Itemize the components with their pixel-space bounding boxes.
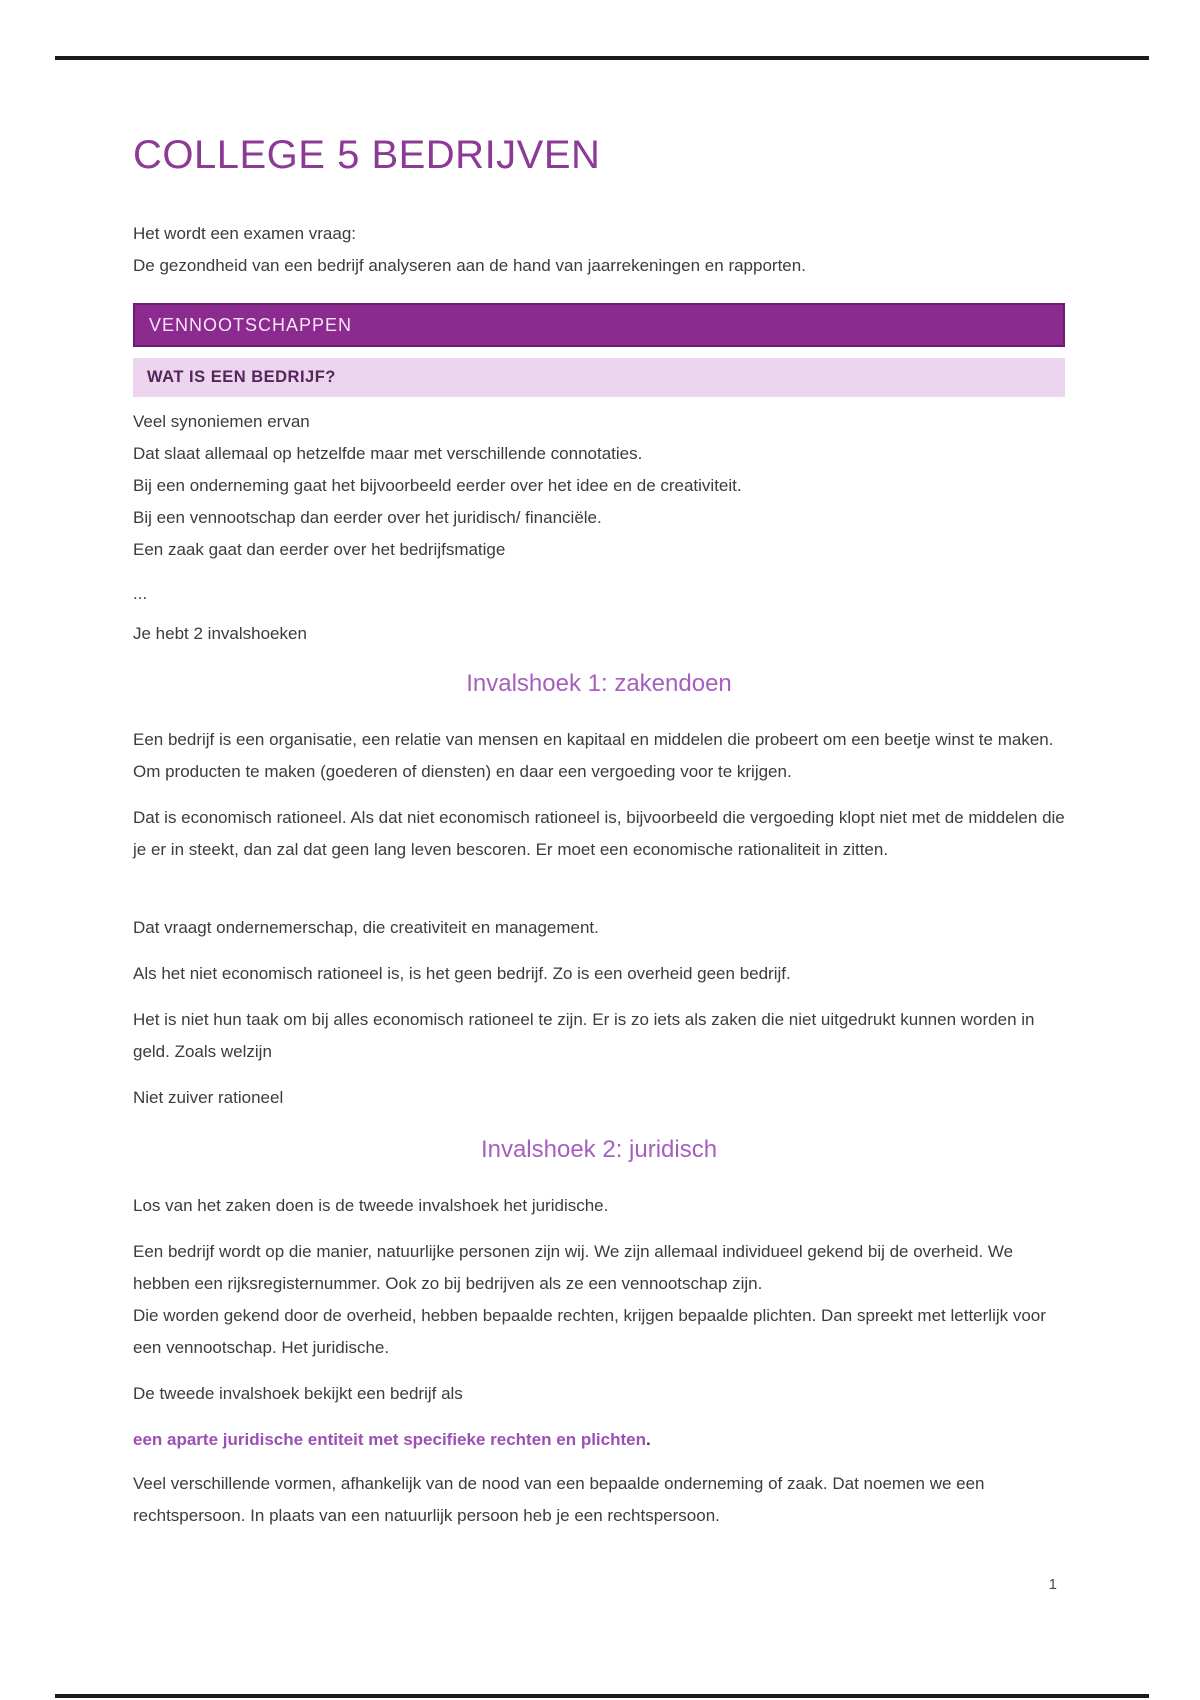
- invalshoek2-paragraph-2a: Een bedrijf wordt op die manier, natuurlijke personen zijn wij. We zijn allemaal individueel gekend bij de overheid. We hebben een rijksregisternummer. Ook zo bij bedrijven als ze een vennootschap zijn.: [133, 1242, 1014, 1293]
- ellipsis-line: ...: [133, 584, 148, 603]
- emphasis-line: [133, 1424, 1065, 1456]
- invalshoek1-paragraph-6: Niet zuiver rationeel: [133, 1088, 284, 1107]
- page-number: 1: [1048, 1576, 1057, 1593]
- invalshoek1-paragraph-3: Dat vraagt ondernemerschap, die creativiteit en management.: [133, 918, 599, 937]
- synonyms-line-1: Veel synoniemen ervan: [133, 412, 310, 431]
- synonyms-line-2: Dat slaat allemaal op hetzelfde maar met verschillende connotaties.: [133, 444, 643, 463]
- section-banner-label: VENNOOTSCHAPPEN: [149, 314, 353, 335]
- invalshoek1-paragraph-2: Dat is economisch rationeel. Als dat niet economisch rationeel is, bijvoorbeeld die vergoeding klopt niet met de middelen die je er in steekt, dan zal dat geen lang leven bescoren. Er moet een economische rationaliteit in zitten.: [133, 808, 1065, 859]
- emphasis-text: een aparte juridische entiteit met specifieke rechten en plichten: [133, 1430, 646, 1449]
- synonyms-line-5: Een zaak gaat dan eerder over het bedrijfsmatige: [133, 540, 506, 559]
- synonyms-line-3: Bij een onderneming gaat het bijvoorbeeld eerder over het idee en de creativiteit.: [133, 476, 742, 495]
- synonyms-paragraph: [133, 406, 1065, 566]
- invalshoek2-paragraph-3: De tweede invalshoek bekijkt een bedrijf als: [133, 1384, 463, 1403]
- page-content: [133, 0, 1065, 1700]
- page-title: COLLEGE 5 BEDRIJVEN: [133, 133, 601, 177]
- invalshoek1-paragraph-1: Een bedrijf is een organisatie, een relatie van mensen en kapitaal en middelen die probeert om een beetje winst te maken. Om producten te maken (goederen of diensten) en daar een vergoeding voor te krijgen.: [133, 730, 1054, 781]
- invalshoek2-paragraph-1: Los van het zaken doen is de tweede invalshoek het juridische.: [133, 1196, 609, 1215]
- intro-line-2: De gezondheid van een bedrijf analyseren aan de hand van jaarrekeningen en rapporten.: [133, 256, 806, 275]
- invalshoek2-paragraph-4: Veel verschillende vormen, afhankelijk van de nood van een bepaalde onderneming of zaak. Dat noemen we een rechtspersoon. In plaats van een natuurlijk persoon heb je een rechtspersoon.: [133, 1474, 985, 1525]
- subsection-banner-wat-is-een-bedrijf: [133, 358, 1065, 397]
- invalshoeken-intro-line: Je hebt 2 invalshoeken: [133, 624, 307, 643]
- intro-line-1: Het wordt een examen vraag:: [133, 224, 357, 243]
- invalshoek1-paragraph-4: Als het niet economisch rationeel is, is het geen bedrijf. Zo is een overheid geen bedrijf.: [133, 964, 791, 983]
- invalshoek2-paragraph-2b: Die worden gekend door de overheid, hebben bepaalde rechten, krijgen bepaalde plichten. Dan spreekt met letterlijk voor een vennootschap. Het juridische.: [133, 1306, 1046, 1357]
- invalshoek1-paragraph-5: Het is niet hun taak om bij alles economisch rationeel te zijn. Er is zo iets als zaken die niet uitgedrukt kunnen worden in geld. Zoals welzijn: [133, 1010, 1035, 1061]
- heading-invalshoek-1: Invalshoek 1: zakendoen: [466, 670, 732, 697]
- section-banner-vennootschappen: [133, 303, 1065, 347]
- emphasis-period: .: [646, 1430, 651, 1449]
- subsection-banner-label: WAT IS EEN BEDRIJF?: [147, 368, 336, 386]
- bottom-rule-divider: [55, 1694, 1149, 1698]
- synonyms-line-4: Bij een vennootschap dan eerder over het juridisch/ financiële.: [133, 508, 602, 527]
- invalshoek2-paragraph-2: [133, 1236, 1065, 1364]
- intro-paragraph: [133, 218, 1065, 282]
- heading-invalshoek-2: Invalshoek 2: juridisch: [480, 1136, 718, 1163]
